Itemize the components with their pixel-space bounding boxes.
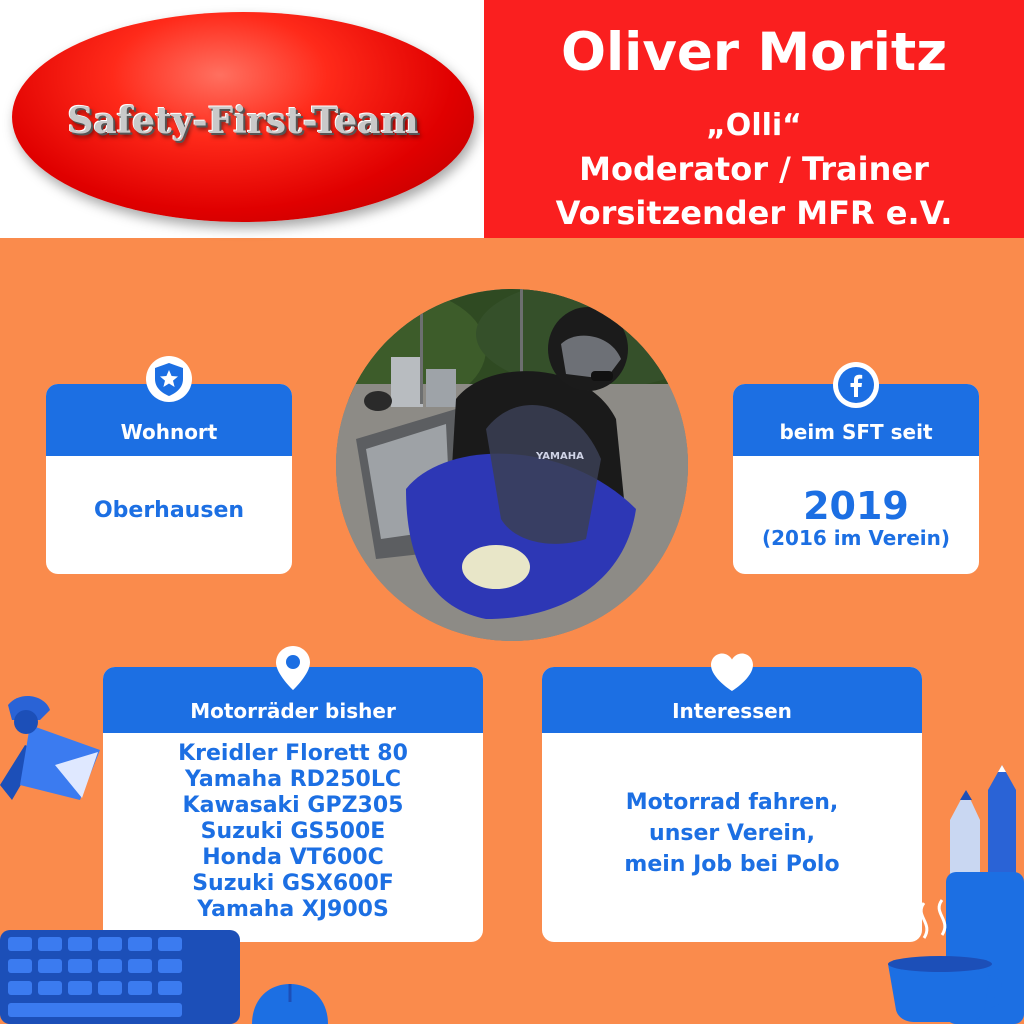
motorcycles-list [103, 741, 483, 923]
logo-text: Safety-First-Team [67, 100, 419, 142]
list-item: mein Job bei Polo [624, 852, 840, 877]
desk-lamp-icon [0, 690, 110, 834]
sft-note: (2016 im Verein) [761, 526, 951, 550]
person-position: Vorsitzender MFR e.V. [555, 194, 953, 232]
interests-card [542, 667, 922, 942]
wohnort-label: Wohnort [46, 384, 292, 456]
list-item: Suzuki GS500E [200, 819, 386, 844]
coffee-cup-icon [884, 898, 1014, 1024]
logo [12, 12, 474, 222]
motorcycle-photo [336, 289, 688, 641]
facebook-icon [833, 362, 879, 408]
list-item: Honda VT600C [202, 845, 384, 870]
interests-label: Interessen [542, 667, 922, 733]
sft-year: 2019 [803, 484, 909, 528]
list-item: Yamaha RD250LC [185, 767, 401, 792]
photo-brand-text: YAMAHA [536, 451, 584, 462]
list-item: Suzuki GSX600F [192, 871, 394, 896]
interests-list [542, 787, 922, 880]
sft-card [733, 384, 979, 574]
person-name: Oliver Moritz [560, 22, 948, 83]
list-item: Kawasaki GPZ305 [182, 793, 404, 818]
list-item: Motorrad fahren, [625, 790, 839, 815]
list-item: Kreidler Florett 80 [178, 741, 408, 766]
profile-header [484, 0, 1024, 238]
mouse-icon [250, 980, 330, 1024]
person-nickname: „Olli“ [706, 108, 802, 143]
shield-star-icon [146, 356, 192, 402]
list-item: unser Verein, [649, 821, 815, 846]
heart-icon [709, 652, 755, 696]
wohnort-value: Oberhausen [93, 498, 245, 523]
person-role: Moderator / Trainer [579, 150, 929, 188]
profile-photo [336, 289, 688, 641]
logo-panel [0, 0, 484, 238]
wohnort-card [46, 384, 292, 574]
keyboard-icon [0, 925, 240, 1024]
motorcycles-card [103, 667, 483, 942]
list-item: Yamaha XJ900S [197, 897, 389, 922]
motorcycles-label: Motorräder bisher [103, 667, 483, 733]
sft-label: beim SFT seit [733, 384, 979, 456]
location-pin-icon [275, 645, 311, 695]
